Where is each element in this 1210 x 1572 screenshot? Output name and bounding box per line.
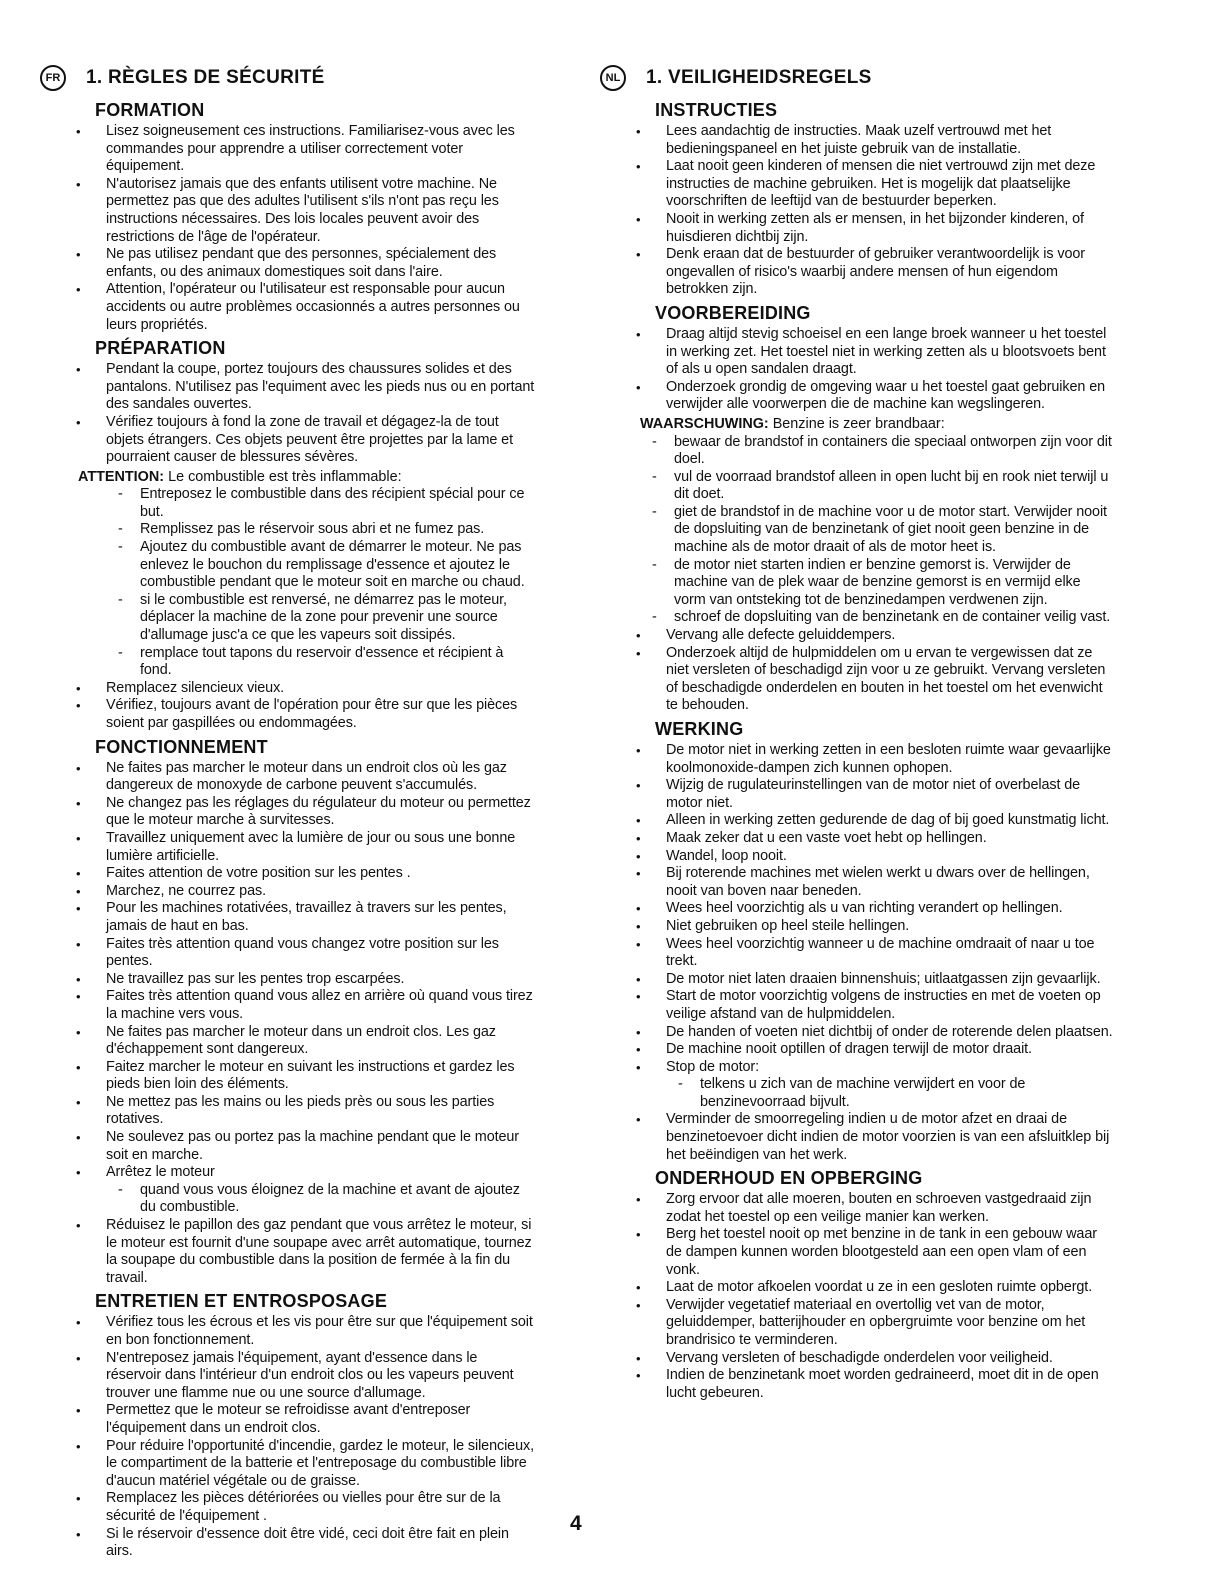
list-item: - Remplissez pas le réservoir sous abri et ne fumez pas. <box>106 521 535 539</box>
list-item: • Ne faites pas marcher le moteur dans un endroit clos. Les gaz d'échappement sont dangereux. <box>40 1024 535 1059</box>
list-item: • De handen of voeten niet dichtbij of onder de roterende delen plaatsen. <box>600 1024 1115 1042</box>
heading-fonctionnement: FONCTIONNEMENT <box>95 736 268 757</box>
list-voorbereiding <box>600 326 1115 414</box>
dutch-column <box>600 60 1115 1402</box>
list-item: • Faites très attention quand vous changez votre position sur les pentes. <box>40 936 535 971</box>
arretez-text: Arrêtez le moteur <box>106 1164 215 1181</box>
list-item: • Laat de motor afkoelen voordat u ze in een gesloten ruimte opbergt. <box>600 1279 1115 1297</box>
list-item: • Denk eraan dat de bestuurder of gebruiker verantwoordelijk is voor ongevallen of risico's waarbij andere mensen of hun eigendom betrokken zijn. <box>600 246 1115 299</box>
dutch-header <box>600 60 1115 96</box>
list-item: • Travaillez uniquement avec la lumière de jour ou sous une bonne lumière artificielle. <box>40 830 535 865</box>
stop-text: Stop de motor: <box>666 1058 759 1075</box>
list-item: - de motor niet starten indien er benzine gemorst is. Verwijder de machine van de plek waar de benzine gemorst is en vermijd elke vorm van ontsteking tot de benzinedampen verdwenen zijn. <box>640 557 1115 610</box>
list-item: - schroef de dopsluiting van de benzinetank en de container veilig vast. <box>640 609 1115 627</box>
list-item: • Onderzoek altijd de hulpmiddelen om u ervan te vergewissen dat ze niet versleten of beschadigd zijn voor u ze gebruikt. Vervang versleten of beschadigde onderdelen en bouten in het toestel om het evenwicht te behouden. <box>600 645 1115 715</box>
sub-item: - quand vous vous éloignez de la machine et avant de ajoutez du combustible. <box>106 1182 535 1217</box>
list-item: • Pour réduire l'opportunité d'incendie, gardez le moteur, le silencieux, le compartiment de la batterie et l'entreposage du combustible libre d'aucun matériel végétale ou de graisse. <box>40 1438 535 1491</box>
attention-list <box>40 486 535 680</box>
list-item: • Pendant la coupe, portez toujours des chaussures solides et des pantalons. N'utilisez pas l'equiment avec les pieds nus ou en portant des sandales ouvertes. <box>40 361 535 414</box>
language-badge-fr: FR <box>40 65 66 91</box>
list-item: • Faitez marcher le moteur en suivant les instructions et gardez les pieds bien loin des éléments. <box>40 1059 535 1094</box>
list-item: • Lees aandachtig de instructies. Maak uzelf vertrouwd met het bedieningspaneel en het juiste gebruik van de installatie. <box>600 123 1115 158</box>
list-item: - Ajoutez du combustible avant de démarrer le moteur. Ne pas enlevez le bouchon du remplissage d'essence et ajoutez le combustible pendant que le moteur soit en marche ou chaud. <box>106 539 535 592</box>
list-item: • De motor niet in werking zetten in een besloten ruimte waar gevaarlijke koolmonoxide-dampen zich kunnen ophopen. <box>600 742 1115 777</box>
list-item: • Wijzig de rugulateurinstellingen van de motor niet of overbelast de motor niet. <box>600 777 1115 812</box>
list-item: • Onderzoek grondig de omgeving waar u het toestel gaat gebruiken en verwijder alle voorwerpen die de machine kan wegslingeren. <box>600 379 1115 414</box>
list-item: • Faites très attention quand vous allez en arrière où quand vous tirez la machine vers vous. <box>40 988 535 1023</box>
french-header <box>40 60 535 96</box>
list-preparation <box>40 361 535 467</box>
list-fonctionnement <box>40 760 535 1288</box>
list-item: • Maak zeker dat u een vaste voet hebt op hellingen. <box>600 830 1115 848</box>
list-item: • Vervang alle defecte geluiddempers. <box>600 627 1115 645</box>
list-item: - giet de brandstof in de machine voor u de motor start. Verwijder nooit de dopsluiting van de benzinetank of giet nooit geen benzine in de machine als de motor draait of als de motor heet is. <box>640 504 1115 557</box>
attention-label: ATTENTION: <box>78 468 165 485</box>
list-item: • Indien de benzinetank moet worden gedraineerd, moet dit in de open lucht gebeuren. <box>600 1367 1115 1402</box>
list-item: • Vérifiez tous les écrous et les vis pour être sur que l'équipement soit en bon fonctionnement. <box>40 1314 535 1349</box>
list-item: • Alleen in werking zetten gedurende de dag of bij goed kunstmatig licht. <box>600 812 1115 830</box>
list-item: • Ne soulevez pas ou portez pas la machine pendant que le moteur soit en marche. <box>40 1129 535 1164</box>
warning-text: Benzine is zeer brandbaar: <box>772 415 945 432</box>
list-item: • Berg het toestel nooit op met benzine in de tank in een gebouw waar de dampen kunnen worden blootgesteld aan een open vlam of een vonk. <box>600 1226 1115 1279</box>
list-item: • Draag altijd stevig schoeisel en een lange broek wanneer u het toestel in werking zet. Het toestel niet in werking zetten als u blootsvoets bent of als u open sandalen draagt. <box>600 326 1115 379</box>
list-item: • N'entreposez jamais l'équipement, ayant d'essence dans le réservoir dans l'intérieur d'un endroit clos ou les vapeurs peuvent trouver une flamme nue ou une source d'allumage. <box>40 1350 535 1403</box>
heading-voorbereiding: VOORBEREIDING <box>655 302 811 323</box>
list-item <box>40 1164 535 1217</box>
list-item: • De machine nooit optillen of dragen terwijl de motor draait. <box>600 1041 1115 1059</box>
heading-werking: WERKING <box>655 719 744 739</box>
list-item: • Niet gebruiken op heel steile hellingen. <box>600 918 1115 936</box>
list-item: • Faites attention de votre position sur les pentes . <box>40 865 535 883</box>
heading-formation: FORMATION <box>95 100 205 120</box>
list-item: • Laat nooit geen kinderen of mensen die niet vertrouwd zijn met deze instructies de machine gebruiken. Het is mogelijk dat plaatselijke voorschriften de leeftijd van de bestuurder beperken. <box>600 158 1115 211</box>
heading-preparation: PRÉPARATION <box>95 338 226 359</box>
list-item: • Wees heel voorzichtig als u van richting verandert op hellingen. <box>600 900 1115 918</box>
list-item: • Wandel, loop nooit. <box>600 848 1115 866</box>
list-item: • Ne faites pas marcher le moteur dans un endroit clos où les gaz dangereux de monoxyde de carbone peuvent s'accumulés. <box>40 760 535 795</box>
list-item: • Lisez soigneusement ces instructions. Familiarisez-vous avec les commandes pour apprendre a utiliser correctement voter équipement. <box>40 123 535 176</box>
list-item: • Start de motor voorzichtig volgens de instructies en met de voeten op veilige afstand van de hulpmiddelen. <box>600 988 1115 1023</box>
list-preparation-more <box>40 680 535 733</box>
list-item: - si le combustible est renversé, ne démarrez pas le moteur, déplacer la machine de la zone pour prevenir une source d'allumage jusc'a ce que les vapeurs soit dissipés. <box>106 592 535 645</box>
heading-entretien: ENTRETIEN ET ENTROSPOSAGE <box>95 1291 388 1312</box>
list-instructies <box>600 123 1115 299</box>
list-item: • Ne pas utilisez pendant que des personnes, spécialement des enfants, ou des animaux domestiques soit dans l'aire. <box>40 246 535 281</box>
list-item: • N'autorisez jamais que des enfants utilisent votre machine. Ne permettez pas que des adultes l'utilisent s'ils n'ont pas reçu les instructions nécessaires. Des lois locales peuvent avoir des restrictions de l'âge de l'opérateur. <box>40 176 535 246</box>
list-item: • Nooit in werking zetten als er mensen, in het bijzonder kinderen, of huisdieren dichtbij zijn. <box>600 211 1115 246</box>
heading-instructies: INSTRUCTIES <box>655 100 778 120</box>
list-item: • Réduisez le papillon des gaz pendant que vous arrêtez le moteur, si le moteur est fournit d'une soupape avec arrêt automatique, tournez la soupape du combustible dans la position de fermée à la fin du travail. <box>40 1217 535 1287</box>
list-item <box>600 1059 1115 1112</box>
list-item: • Si le réservoir d'essence doit être vidé, ceci doit être fait en plein airs. <box>40 1526 535 1561</box>
stop-sublist <box>666 1076 1115 1111</box>
list-item: - vul de voorraad brandstof alleen in open lucht bij en rook niet terwijl u dit doet. <box>640 469 1115 504</box>
list-item: • De motor niet laten draaien binnenshuis; uitlaatgassen zijn gevaarlijk. <box>600 971 1115 989</box>
list-item: • Ne changez pas les réglages du régulateur du moteur ou permettez que le moteur marche à survitesses. <box>40 795 535 830</box>
list-entretien <box>40 1314 535 1560</box>
list-item: • Vervang versleten of beschadigde onderdelen voor veiligheid. <box>600 1350 1115 1368</box>
heading-onderhoud: ONDERHOUD EN OPBERGING <box>655 1168 923 1189</box>
warning-label: WAARSCHUWING: <box>640 415 769 432</box>
french-column <box>40 60 535 1561</box>
list-item: • Zorg ervoor dat alle moeren, bouten en schroeven vastgedraaid zijn zodat het toestel op een veilige manier kan werken. <box>600 1191 1115 1226</box>
section-title-fr: 1. RÈGLES DE SÉCURITÉ <box>86 67 325 88</box>
sub-item: - telkens u zich van de machine verwijdert en voor de benzinevoorraad bijvult. <box>666 1076 1115 1111</box>
list-item: • Vérifiez toujours à fond la zone de travail et dégagez-la de tout objets étrangers. Ces objets peuvent être projettes par la lame et pourraient causer de blessures sévères. <box>40 414 535 467</box>
warning-notice <box>640 416 1115 434</box>
list-item: • Verwijder vegetatief materiaal en overtollig vet van de motor, geluiddemper, batterijhouder en opbergruimte voor benzine om het brandrisico te verminderen. <box>600 1297 1115 1350</box>
list-item: - remplace tout tapons du reservoir d'essence et récipient à fond. <box>106 645 535 680</box>
language-badge-nl: NL <box>600 65 626 91</box>
list-item: • Pour les machines rotativées, travaillez à travers sur les pentes, jamais de haut en bas. <box>40 900 535 935</box>
list-item: - Entreposez le combustible dans des récipient spécial pour ce but. <box>106 486 535 521</box>
list-item: • Remplacez les pièces détériorées ou vielles pour être sur de la sécurité de l'équipement . <box>40 1490 535 1525</box>
list-voorbereiding-more <box>600 627 1115 715</box>
list-onderhoud <box>600 1191 1115 1402</box>
page-number: 4 <box>570 1512 582 1535</box>
warning-list <box>600 434 1115 628</box>
list-item: • Remplacez silencieux vieux. <box>40 680 535 698</box>
list-item: • Vérifiez, toujours avant de l'opération pour être sur que les pièces soient par gaspillées ou endommagées. <box>40 697 535 732</box>
section-title-nl: 1. VEILIGHEIDSREGELS <box>646 67 872 88</box>
list-item: • Permettez que le moteur se refroidisse avant d'entreposer l'équipement dans un endroit clos. <box>40 1402 535 1437</box>
list-item: • Wees heel voorzichtig wanneer u de machine omdraait of naar u toe trekt. <box>600 936 1115 971</box>
list-item: • Verminder de smoorregeling indien u de motor afzet en draai de benzinetoevoer dicht indien de motor voorzien is van een afsluitklep bij het beëindigen van het werk. <box>600 1111 1115 1164</box>
attention-text: Le combustible est très inflammable: <box>168 468 402 485</box>
list-item: - bewaar de brandstof in containers die speciaal ontworpen zijn voor dit doel. <box>640 434 1115 469</box>
attention-notice <box>78 469 535 487</box>
list-item: • Attention, l'opérateur ou l'utilisateur est responsable pour aucun accidents ou autre problèmes occasionnés a autres personnes ou leurs propriétés. <box>40 281 535 334</box>
list-formation <box>40 123 535 334</box>
list-item: • Marchez, ne courrez pas. <box>40 883 535 901</box>
arretez-sublist <box>106 1182 535 1217</box>
list-item: • Ne travaillez pas sur les pentes trop escarpées. <box>40 971 535 989</box>
list-werking <box>600 742 1115 1164</box>
list-item: • Bij roterende machines met wielen werkt u dwars over de hellingen, nooit van boven naar beneden. <box>600 865 1115 900</box>
list-item: • Ne mettez pas les mains ou les pieds près ou sous les parties rotatives. <box>40 1094 535 1129</box>
